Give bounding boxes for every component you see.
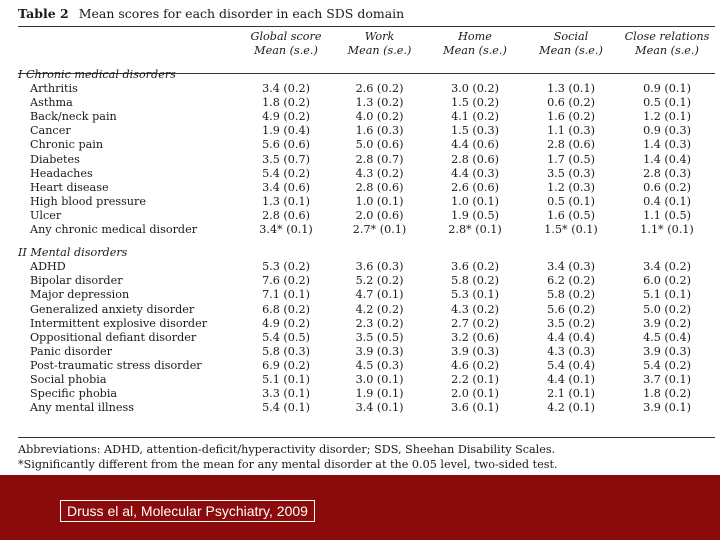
cell-value: 3.0 (0.2)	[451, 82, 499, 96]
cell-value: 6.2 (0.2)	[547, 274, 595, 288]
cell-value: 1.9 (0.5)	[451, 208, 499, 222]
cell-value: 5.4 (0.2)	[643, 358, 691, 372]
cell-value: 7.1 (0.1)	[262, 288, 310, 302]
cell-value: 5.8 (0.3)	[262, 344, 310, 358]
cell-value: 4.9 (0.2)	[262, 316, 310, 330]
cell-value: 1.1* (0.1)	[640, 223, 694, 237]
cell-value: 3.9 (0.1)	[643, 401, 691, 415]
row-label: Arthritis	[30, 82, 78, 96]
cell-value: 0.5 (0.1)	[643, 96, 691, 110]
cell-value: 1.0 (0.1)	[355, 194, 404, 208]
cell-value: 4.4 (0.1)	[547, 372, 595, 386]
cell-value: 1.2 (0.1)	[643, 110, 691, 124]
cell-value: 3.6 (0.1)	[451, 401, 499, 415]
cell-value: 1.9 (0.4)	[262, 124, 310, 138]
table-row	[18, 153, 715, 167]
table-row	[18, 331, 715, 345]
table-row	[18, 82, 715, 96]
table-row	[18, 209, 715, 223]
header-row	[18, 30, 715, 66]
cell-value: 4.4 (0.3)	[451, 166, 499, 180]
table-row	[18, 167, 715, 181]
cell-value: 1.0 (0.1)	[451, 194, 499, 208]
cell-value: 5.4 (0.5)	[262, 330, 310, 344]
cell-value: 3.6 (0.2)	[451, 260, 499, 274]
cell-value: 3.4 (0.2)	[643, 260, 691, 274]
table-row	[18, 260, 715, 274]
cell-value: 2.8* (0.1)	[448, 223, 502, 237]
table-row	[18, 401, 715, 415]
table-row	[18, 387, 715, 401]
cell-value: 1.6 (0.3)	[355, 124, 404, 138]
cell-value: 2.8 (0.6)	[355, 180, 404, 194]
table-row	[18, 223, 715, 237]
cell-value: 4.9 (0.2)	[262, 110, 310, 124]
cell-value: 2.0 (0.1)	[451, 387, 499, 401]
cell-value: 5.6 (0.6)	[262, 138, 310, 152]
header-col-social: Social Mean (s.e.)	[539, 30, 603, 57]
cell-value: 3.6 (0.3)	[355, 260, 404, 274]
row-label: Back/neck pain	[30, 110, 117, 124]
cell-value: 3.9 (0.3)	[355, 344, 404, 358]
cell-value: 1.3 (0.2)	[355, 96, 404, 110]
significance-note: *Significantly different from the mean for any mental disorder at the 0.05 level, two-sided test.	[18, 457, 558, 471]
cell-value: 0.4 (0.1)	[643, 194, 691, 208]
row-label: Any chronic medical disorder	[30, 223, 198, 237]
cell-value: 3.4* (0.1)	[259, 223, 313, 237]
header-col-global: Global score Mean (s.e.)	[250, 30, 322, 57]
cell-value: 0.9 (0.1)	[643, 82, 691, 96]
row-label: Diabetes	[30, 152, 80, 166]
bottom-rule	[18, 437, 715, 438]
cell-value: 5.8 (0.2)	[547, 288, 595, 302]
cell-value: 3.4 (0.2)	[262, 82, 310, 96]
cell-value: 4.6 (0.2)	[451, 358, 499, 372]
data-table	[18, 30, 715, 415]
cell-value: 2.8 (0.3)	[643, 166, 691, 180]
row-label: Post-traumatic stress disorder	[30, 358, 202, 372]
cell-value: 1.3 (0.1)	[262, 194, 310, 208]
cell-value: 4.5 (0.3)	[355, 358, 404, 372]
cell-value: 3.5 (0.5)	[355, 330, 404, 344]
cell-value: 5.4 (0.2)	[262, 166, 310, 180]
section-row	[18, 66, 715, 82]
row-label: Cancer	[30, 124, 71, 138]
cell-value: 5.1 (0.1)	[262, 372, 310, 386]
cell-value: 4.2 (0.2)	[355, 302, 404, 316]
table-row	[18, 138, 715, 152]
cell-value: 1.2 (0.3)	[547, 180, 595, 194]
cell-value: 2.1 (0.1)	[547, 387, 595, 401]
cell-value: 1.3 (0.1)	[547, 82, 595, 96]
row-label: Oppositional defiant disorder	[30, 330, 197, 344]
cell-value: 5.3 (0.2)	[262, 260, 310, 274]
cell-value: 3.9 (0.3)	[451, 344, 499, 358]
table-row	[18, 195, 715, 209]
table-row	[18, 110, 715, 124]
cell-value: 4.5 (0.4)	[643, 330, 691, 344]
table-row	[18, 373, 715, 387]
table-row	[18, 124, 715, 138]
row-label: Chronic pain	[30, 138, 104, 152]
cell-value: 1.1 (0.5)	[643, 208, 691, 222]
cell-value: 4.3 (0.2)	[451, 302, 499, 316]
cell-value: 5.4 (0.1)	[262, 401, 310, 415]
table-row	[18, 359, 715, 373]
cell-value: 3.2 (0.6)	[451, 330, 499, 344]
cell-value: 2.7* (0.1)	[352, 223, 407, 237]
cell-value: 2.0 (0.6)	[355, 208, 404, 222]
section-title: I Chronic medical disorders	[18, 68, 176, 81]
table-caption	[18, 6, 404, 21]
citation-label: Druss el al, Molecular Psychiatry, 2009	[60, 500, 315, 522]
cell-value: 1.5 (0.3)	[451, 124, 499, 138]
cell-value: 4.2 (0.1)	[547, 401, 595, 415]
cell-value: 2.8 (0.6)	[547, 138, 595, 152]
cell-value: 1.5* (0.1)	[544, 223, 598, 237]
cell-value: 4.3 (0.3)	[547, 344, 595, 358]
cell-value: 3.7 (0.1)	[643, 372, 691, 386]
section-title: II Mental disorders	[18, 246, 128, 260]
row-label: Specific phobia	[30, 387, 118, 401]
cell-value: 6.9 (0.2)	[262, 358, 310, 372]
cell-value: 2.6 (0.2)	[355, 82, 404, 96]
cell-value: 1.1 (0.3)	[547, 124, 595, 138]
header-col-home: Home Mean (s.e.)	[443, 30, 507, 57]
table-row	[18, 317, 715, 331]
cell-value: 0.6 (0.2)	[547, 96, 595, 110]
section-row	[18, 237, 715, 260]
cell-value: 2.8 (0.6)	[262, 208, 310, 222]
table-row	[18, 288, 715, 302]
row-label: High blood pressure	[30, 194, 146, 208]
cell-value: 3.9 (0.3)	[643, 344, 691, 358]
cell-value: 4.0 (0.2)	[355, 110, 404, 124]
row-label: Any mental illness	[30, 401, 134, 415]
row-label: Asthma	[30, 96, 73, 110]
cell-value: 3.3 (0.1)	[262, 387, 310, 401]
cell-value: 5.0 (0.2)	[643, 302, 691, 316]
cell-value: 3.5 (0.7)	[262, 152, 310, 166]
cell-value: 3.0 (0.1)	[355, 372, 404, 386]
cell-value: 0.6 (0.2)	[643, 180, 691, 194]
table-row	[18, 303, 715, 317]
cell-value: 5.4 (0.4)	[547, 358, 595, 372]
cell-value: 6.0 (0.2)	[643, 274, 691, 288]
cell-value: 1.4 (0.3)	[643, 138, 691, 152]
cell-value: 3.4 (0.6)	[262, 180, 310, 194]
cell-value: 1.8 (0.2)	[262, 96, 310, 110]
cell-value: 4.1 (0.2)	[451, 110, 499, 124]
row-label: Generalized anxiety disorder	[30, 302, 195, 316]
cell-value: 3.5 (0.3)	[547, 166, 595, 180]
header-col-work: Work Mean (s.e.)	[347, 30, 412, 57]
cell-value: 4.7 (0.1)	[355, 288, 404, 302]
row-label: Headaches	[30, 166, 93, 180]
cell-value: 0.9 (0.3)	[643, 124, 691, 138]
header-col-close-relations: Close relations Mean (s.e.)	[624, 30, 710, 57]
cell-value: 5.0 (0.6)	[355, 138, 404, 152]
row-label: Heart disease	[30, 180, 109, 194]
cell-value: 4.3 (0.2)	[355, 166, 404, 180]
row-label: Intermittent explosive disorder	[30, 316, 208, 330]
cell-value: 2.7 (0.2)	[451, 316, 499, 330]
cell-value: 3.4 (0.3)	[547, 260, 595, 274]
row-label: Major depression	[30, 288, 130, 302]
cell-value: 5.3 (0.1)	[451, 288, 499, 302]
cell-value: 1.7 (0.5)	[547, 152, 595, 166]
table-label: Table 2	[18, 6, 69, 21]
cell-value: 1.9 (0.1)	[355, 387, 404, 401]
row-label: Bipolar disorder	[30, 274, 123, 288]
cell-value: 2.8 (0.6)	[451, 152, 499, 166]
table-title: Mean scores for each disorder in each SDS domain	[78, 6, 405, 21]
cell-value: 2.6 (0.6)	[451, 180, 499, 194]
cell-value: 1.8 (0.2)	[643, 387, 691, 401]
cell-value: 5.6 (0.2)	[547, 302, 595, 316]
table-row	[18, 274, 715, 288]
cell-value: 0.5 (0.1)	[547, 194, 595, 208]
cell-value: 7.6 (0.2)	[262, 274, 310, 288]
cell-value: 3.9 (0.2)	[643, 316, 691, 330]
abbreviations-note: Abbreviations: ADHD, attention-deficit/hyperactivity disorder; SDS, Sheehan Disability Scales.	[18, 443, 556, 456]
cell-value: 5.8 (0.2)	[451, 274, 499, 288]
table-body	[18, 66, 715, 415]
cell-value: 6.8 (0.2)	[262, 302, 310, 316]
row-label: Social phobia	[30, 372, 107, 386]
row-label: Ulcer	[30, 208, 62, 222]
cell-value: 5.1 (0.1)	[643, 288, 691, 302]
cell-value: 1.5 (0.2)	[451, 96, 499, 110]
cell-value: 4.4 (0.4)	[547, 330, 595, 344]
cell-value: 5.2 (0.2)	[355, 274, 404, 288]
cell-value: 2.3 (0.2)	[355, 316, 404, 330]
top-rule	[18, 26, 715, 27]
cell-value: 3.4 (0.1)	[355, 401, 404, 415]
header-col-0	[18, 30, 240, 66]
row-label: ADHD	[30, 260, 66, 274]
cell-value: 2.2 (0.1)	[451, 372, 499, 386]
cell-value: 4.4 (0.6)	[451, 138, 499, 152]
cell-value: 1.4 (0.4)	[643, 152, 691, 166]
table-row	[18, 181, 715, 195]
table-row	[18, 96, 715, 110]
cell-value: 2.8 (0.7)	[355, 152, 404, 166]
cell-value: 3.5 (0.2)	[547, 316, 595, 330]
cell-value: 1.6 (0.2)	[547, 110, 595, 124]
table-notes	[18, 443, 558, 472]
cell-value: 1.6 (0.5)	[547, 208, 595, 222]
row-label: Panic disorder	[30, 344, 112, 358]
table-row	[18, 345, 715, 359]
